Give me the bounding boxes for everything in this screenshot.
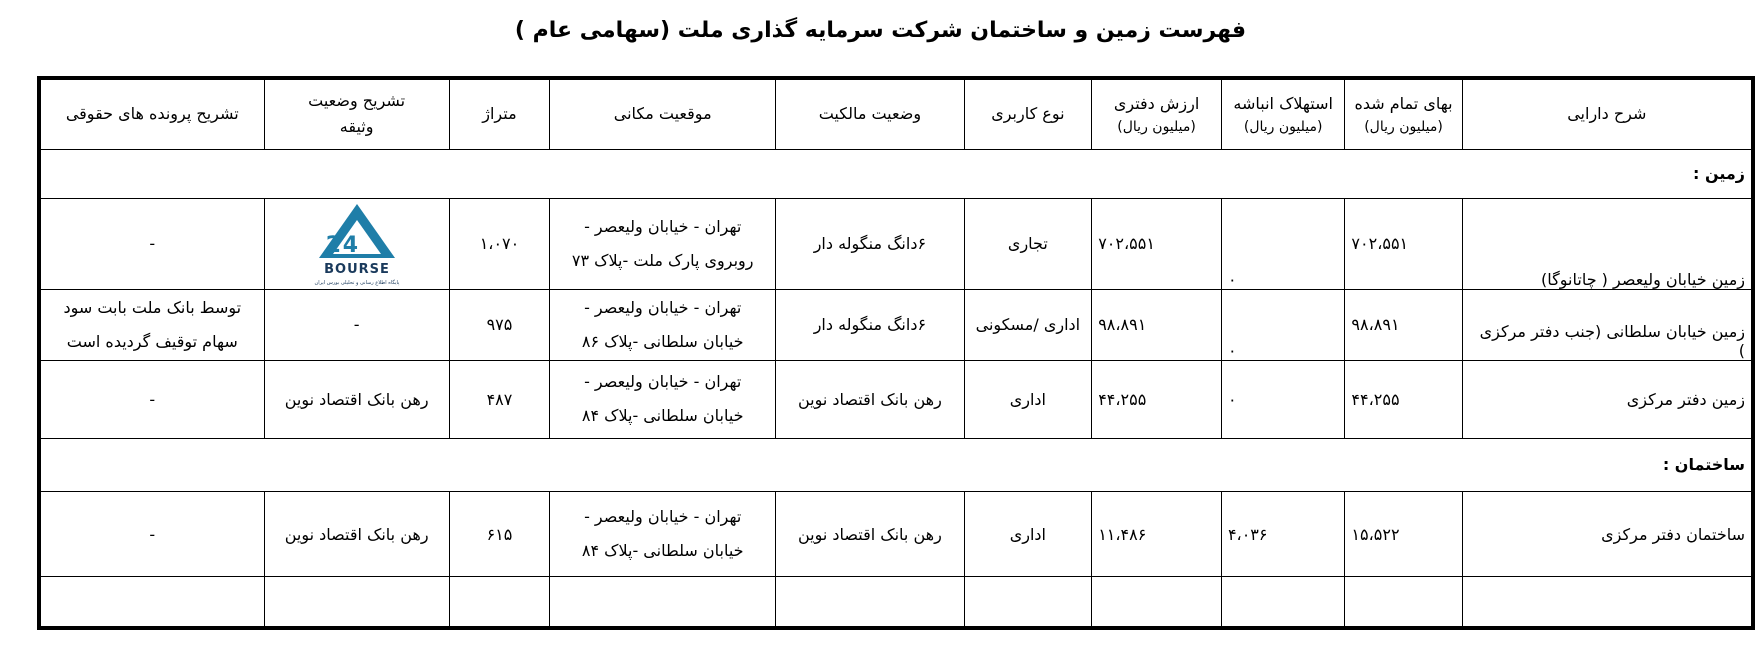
svg-text:4: 4: [342, 232, 358, 258]
cell-location: [550, 491, 776, 577]
table-row: [39, 491, 1753, 577]
header-usage: نوع کاربری: [964, 78, 1092, 149]
cell-location: [550, 289, 776, 360]
page-title: فهرست زمین و ساختمان شرکت سرمایه گذاری ملت (سهامی عام ): [514, 18, 1247, 43]
cell-legal: [39, 289, 264, 360]
cell-book-value: ۹۸،۸۹۱: [1092, 289, 1222, 360]
cell-depreciation: ۰: [1221, 289, 1344, 360]
cell-book-value: ۱۱،۴۸۶: [1092, 491, 1222, 577]
table-row: [39, 198, 1753, 289]
location-line-1: تهران - خیابان ولیعصر -: [584, 372, 742, 392]
location-line-1: تهران - خیابان ولیعصر -: [584, 297, 742, 317]
cell-description: زمین خیابان ولیعصر ( چاتانوگا): [1462, 198, 1753, 289]
cell-cost: ۷۰۲،۵۵۱: [1345, 198, 1462, 289]
header-legal: تشریح پرونده های حقوقی: [39, 78, 264, 149]
header-description: شرح دارایی: [1462, 78, 1753, 149]
cell-usage: اداری: [964, 491, 1092, 577]
location-line-2: خیابان سلطانی -پلاک ۸۶: [581, 331, 744, 351]
cell-ownership: ۶دانگ منگوله دار: [776, 198, 964, 289]
empty-cell: [264, 577, 449, 628]
cell-area: ۶۱۵: [449, 491, 549, 577]
cell-legal: -: [39, 361, 264, 439]
location-line-2: روبروی پارک ملت -پلاک ۷۳: [571, 250, 754, 270]
section-label-land: زمین :: [39, 149, 1753, 198]
header-ownership: وضعیت مالکیت: [776, 78, 964, 149]
empty-cell: [39, 577, 264, 628]
location-line-2: خیابان سلطانی -پلاک ۸۴: [581, 406, 744, 426]
cell-usage: تجاری: [964, 198, 1092, 289]
cell-cost: ۴۴،۲۵۵: [1345, 361, 1462, 439]
cell-book-value: ۴۴،۲۵۵: [1092, 361, 1222, 439]
header-depreciation: استهلاک انباشه (میلیون ریال): [1221, 78, 1344, 149]
empty-cell: [1221, 577, 1344, 628]
header-row: [39, 78, 1753, 149]
empty-cell: [1462, 577, 1753, 628]
cell-area: ۴۸۷: [449, 361, 549, 439]
header-collateral: تشریح وضعیت وثیقه: [264, 78, 449, 149]
cell-location: [550, 198, 776, 289]
header-book-value: ارزش دفتری (میلیون ریال): [1092, 78, 1222, 149]
logo-subtext: پایگاه اطلاع رسانی و تحلیلی بورس ایران: [314, 279, 400, 286]
header-location: موقعیت مکانی: [550, 78, 776, 149]
cell-collateral: رهن بانک اقتصاد نوین: [264, 361, 449, 439]
cell-cost: ۹۸،۸۹۱: [1345, 289, 1462, 360]
bourse-logo: [311, 200, 403, 288]
cell-book-value: ۷۰۲،۵۵۱: [1092, 198, 1222, 289]
empty-cell: [1345, 577, 1462, 628]
section-row-building: [39, 438, 1753, 491]
cell-area: ۹۷۵: [449, 289, 549, 360]
header-area: متراژ: [449, 78, 549, 149]
logo-text: BOURSE: [323, 261, 390, 277]
empty-cell: [550, 577, 776, 628]
location-line-2: خیابان سلطانی -پلاک ۸۴: [581, 541, 744, 561]
cell-collateral: رهن بانک اقتصاد نوین: [264, 491, 449, 577]
cell-ownership: رهن بانک اقتصاد نوین: [776, 361, 964, 439]
cell-legal: -: [39, 491, 264, 577]
table-row: [39, 289, 1753, 360]
cell-description: ساختمان دفتر مرکزی: [1462, 491, 1753, 577]
empty-cell: [776, 577, 964, 628]
cell-description: زمین دفتر مرکزی: [1462, 361, 1753, 439]
cell-ownership: رهن بانک اقتصاد نوین: [776, 491, 964, 577]
cell-area: ۱،۰۷۰: [449, 198, 549, 289]
table-row: [39, 361, 1753, 439]
cell-cost: ۱۵،۵۲۲: [1345, 491, 1462, 577]
cell-collateral: -: [264, 289, 449, 360]
cell-depreciation: ۴،۰۳۶: [1221, 491, 1344, 577]
empty-cell: [1092, 577, 1222, 628]
cell-depreciation: ۰: [1221, 361, 1344, 439]
empty-row: [39, 577, 1753, 628]
cell-location: [550, 361, 776, 439]
empty-cell: [964, 577, 1092, 628]
legal-line-2: سهام توقیف گردیده است: [66, 331, 238, 351]
cell-usage: اداری: [964, 361, 1092, 439]
cell-collateral: [264, 198, 449, 289]
cell-usage: اداری /مسکونی: [964, 289, 1092, 360]
header-cost: بهای تمام شده (میلیون ریال): [1345, 78, 1462, 149]
location-line-1: تهران - خیابان ولیعصر -: [584, 507, 742, 527]
cell-legal: -: [39, 198, 264, 289]
cell-ownership: ۶دانگ منگوله دار: [776, 289, 964, 360]
legal-line-1: توسط بانک ملت بابت سود: [63, 297, 242, 317]
section-row-land: [39, 149, 1753, 198]
section-label-building: ساختمان :: [39, 438, 1753, 491]
location-line-1: تهران - خیابان ولیعصر -: [584, 216, 742, 236]
svg-text:2: 2: [325, 232, 341, 258]
cell-description: زمین خیابان سلطانی (جنب دفتر مرکزی ): [1462, 289, 1753, 360]
assets-table: [37, 76, 1755, 630]
empty-cell: [449, 577, 549, 628]
cell-depreciation: ۰: [1221, 198, 1344, 289]
